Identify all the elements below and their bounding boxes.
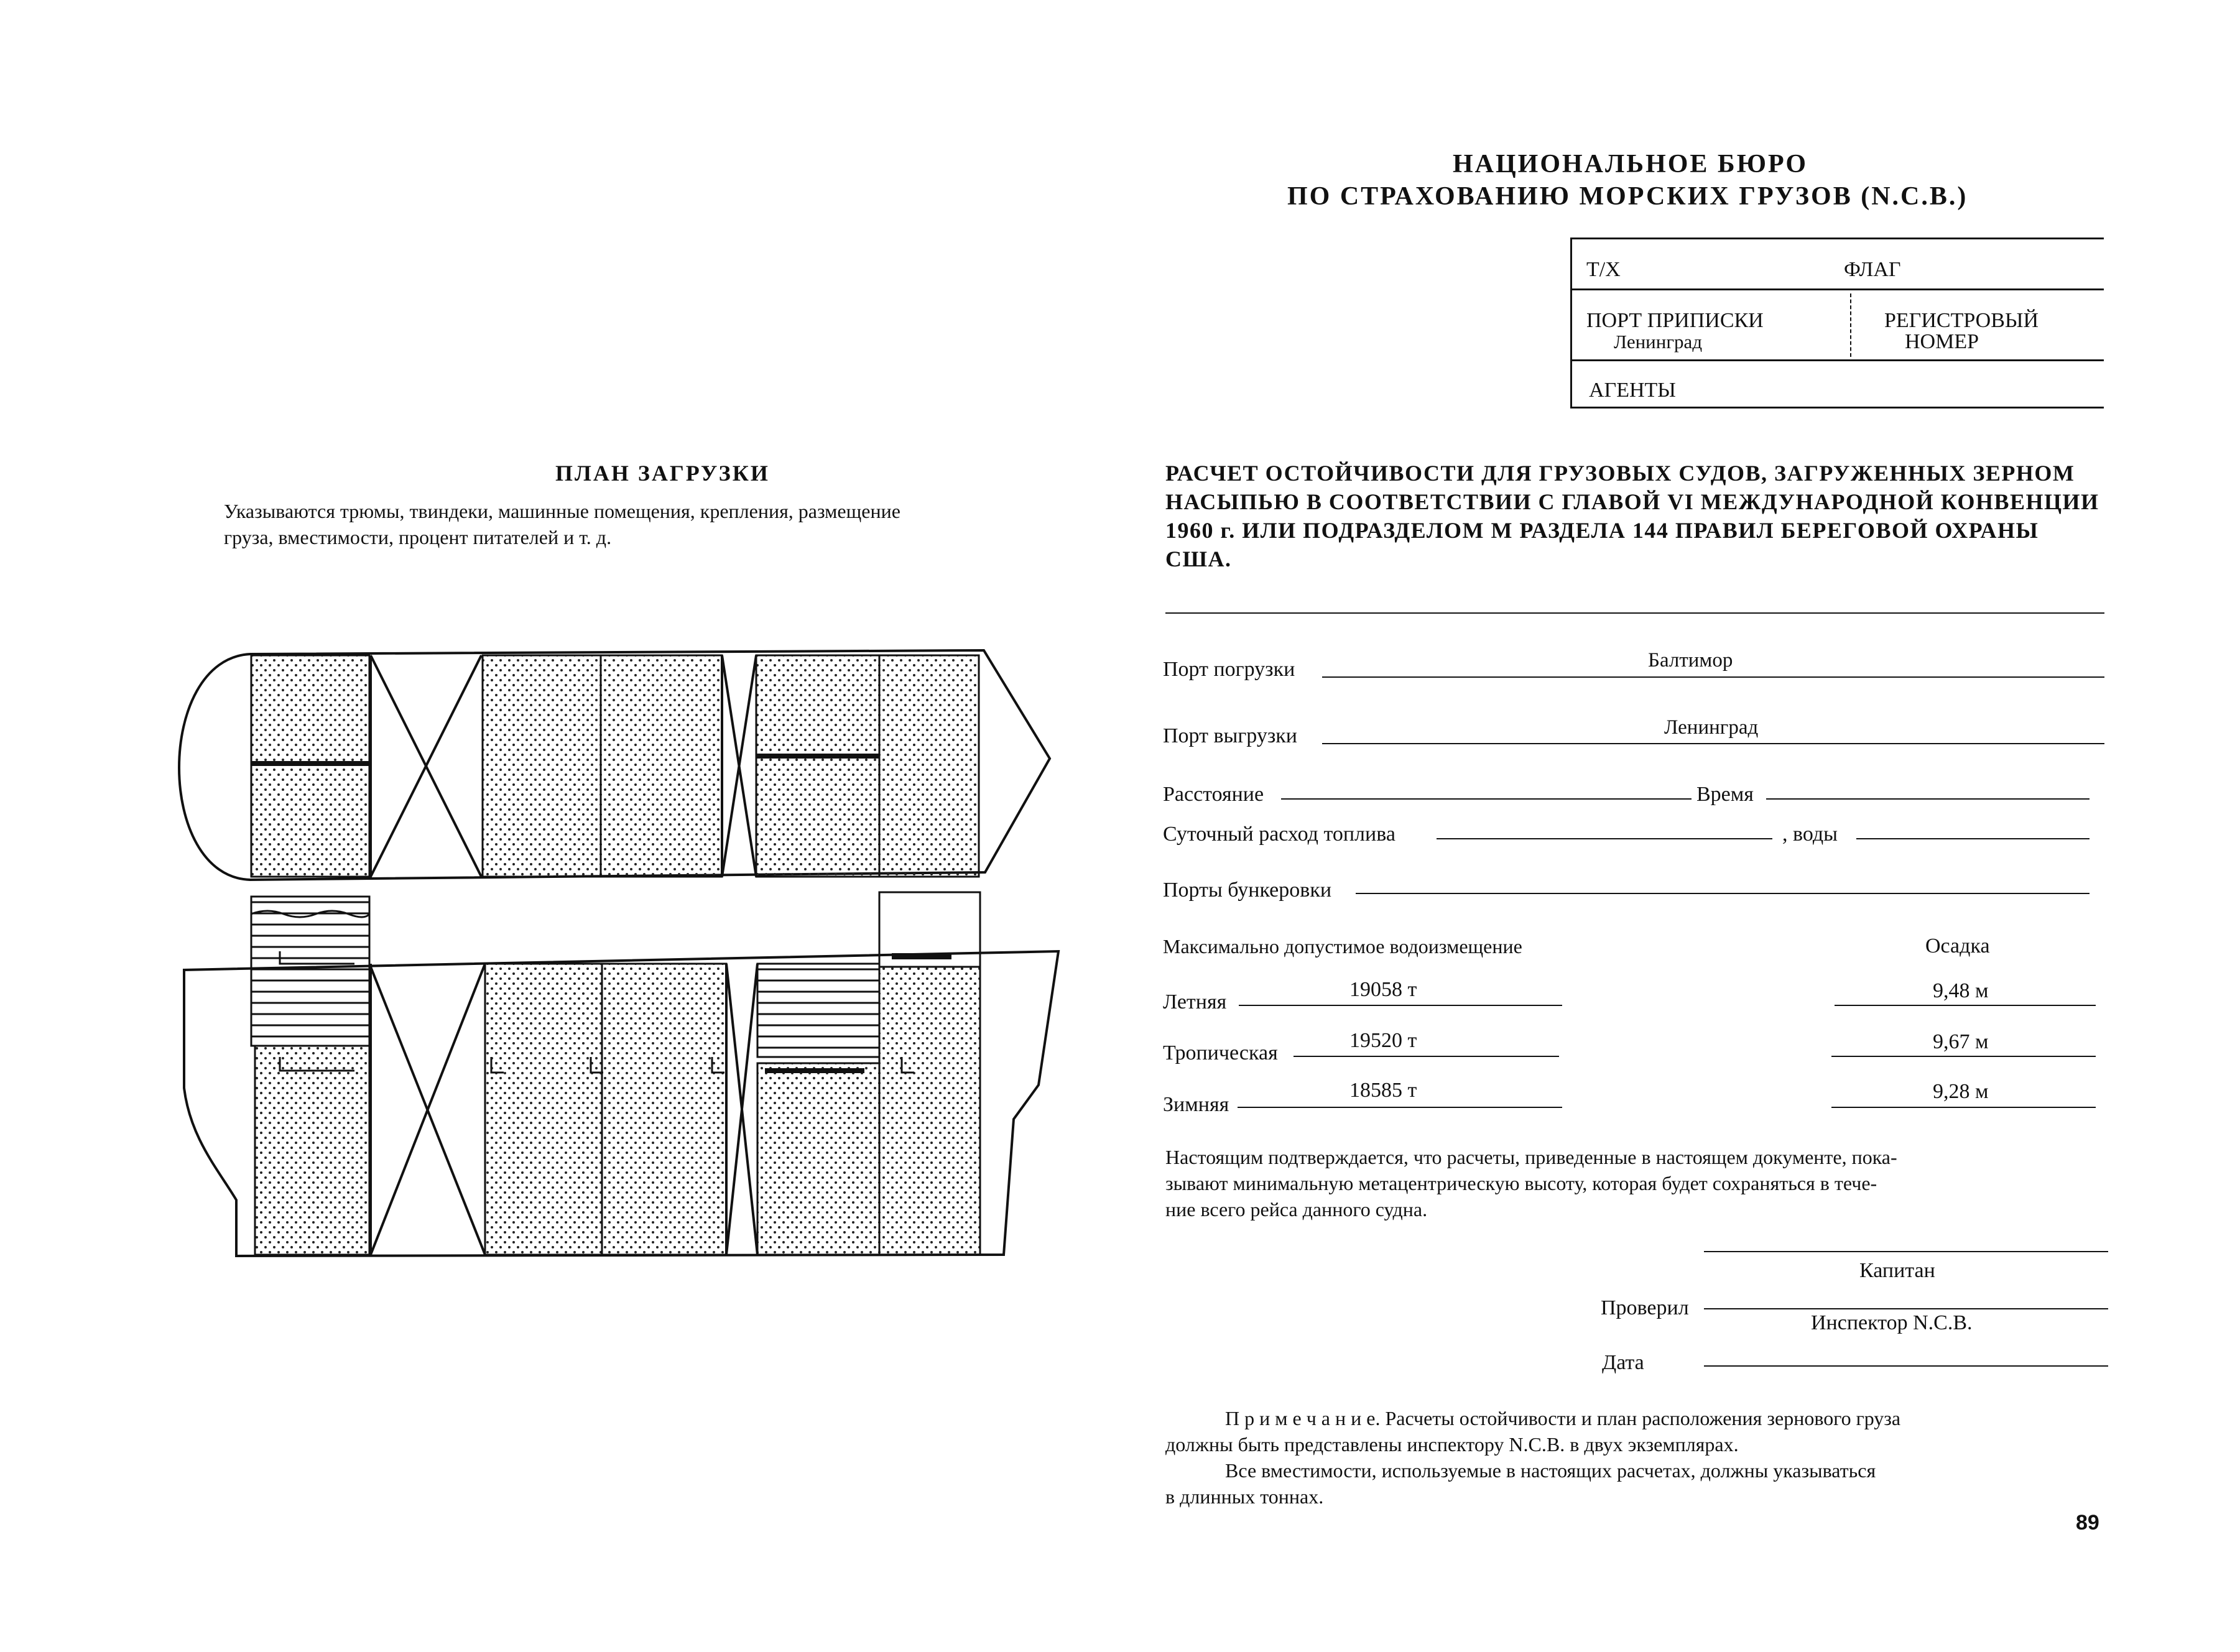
plan-description-line2: груза, вместимости, процент питателей и т. д. — [224, 526, 612, 548]
checked-label: Проверил — [1601, 1296, 1689, 1319]
page-number: 89 — [2076, 1511, 2099, 1534]
note-text-1: Расчеты остойчивости и план расположения зернового груза — [1385, 1407, 1901, 1429]
bunker-ports-label: Порты бункеровки — [1163, 879, 1332, 902]
winter-draft-value: 9,28 м — [1933, 1080, 1989, 1103]
time-field[interactable] — [1766, 798, 2090, 800]
captain-signature-field[interactable] — [1704, 1251, 2108, 1252]
inspector-label: Инспектор N.C.B. — [1811, 1311, 1973, 1334]
bureau-name-line2: ПО СТРАХОВАНИЮ МОРСКИХ ГРУЗОВ (N.C.B.) — [1287, 182, 1968, 211]
calc-title-line3: 1960 г. ИЛИ ПОДРАЗДЕЛОМ M РАЗДЕЛА 144 ПРАВИЛ БЕРЕГОВОЙ ОХРАНЫ — [1165, 518, 2039, 543]
water-field[interactable] — [1856, 838, 2090, 839]
note-line1 — [1165, 1405, 2106, 1431]
captain-label: Капитан — [1859, 1259, 1935, 1282]
note-label: П р и м е ч а н и е. — [1225, 1407, 1381, 1429]
unloading-port-value: Ленинград — [1664, 716, 1759, 739]
tropical-draft-field[interactable] — [1831, 1056, 2096, 1057]
winter-label: Зимняя — [1163, 1093, 1229, 1116]
ship-loading-plan-diagram — [168, 628, 1076, 1287]
summer-displacement-field[interactable] — [1239, 1005, 1562, 1006]
bunker-ports-field[interactable] — [1356, 893, 2090, 894]
calc-title-line4: США. — [1165, 547, 1232, 571]
winter-draft-field[interactable] — [1831, 1107, 2096, 1108]
confirmation-line1: Настоящим подтверждается, что расчеты, приведенные в настоящем документе, пока- — [1165, 1146, 1897, 1168]
register-number-label-1: РЕГИСТРОВЫЙ — [1884, 309, 2039, 332]
tropical-label: Тропическая — [1163, 1041, 1278, 1064]
winter-displacement-value: 18585 т — [1349, 1079, 1417, 1102]
summer-draft-field[interactable] — [1835, 1005, 2096, 1006]
note-line4: в длинных тоннах. — [1165, 1485, 1324, 1508]
agents-label: АГЕНТЫ — [1589, 379, 1676, 402]
fuel-consumption-field[interactable] — [1437, 838, 1772, 839]
confirmation-line3: ние всего рейса данного судна. — [1165, 1198, 1428, 1221]
note-line3: Все вместимости, используемые в настоящих расчетах, должны указываться — [1225, 1459, 1876, 1482]
tropical-displacement-field[interactable] — [1294, 1056, 1559, 1057]
ship-top-view — [179, 650, 1050, 880]
distance-field[interactable] — [1281, 798, 1692, 800]
loading-port-label: Порт погрузки — [1163, 658, 1295, 681]
tropical-displacement-value: 19520 т — [1349, 1029, 1417, 1052]
bureau-name-line1: НАЦИОНАЛЬНОЕ БЮРО — [1453, 150, 1808, 178]
unloading-port-label: Порт выгрузки — [1163, 724, 1298, 747]
winter-displacement-field[interactable] — [1238, 1107, 1562, 1108]
loading-port-value: Балтимор — [1648, 649, 1733, 671]
plan-description-line1: Указываются трюмы, твиндеки, машинные помещения, крепления, размещение — [224, 500, 900, 522]
distance-label: Расстояние — [1163, 783, 1264, 806]
ship-info-box — [1570, 238, 2105, 408]
draft-label: Осадка — [1925, 934, 1990, 958]
date-label: Дата — [1602, 1351, 1644, 1374]
tropical-draft-value: 9,67 м — [1933, 1030, 1989, 1053]
summer-displacement-value: 19058 т — [1349, 978, 1417, 1001]
confirmation-line2: зывают минимальную метацентрическую высоту, которая будет сохраняться в тече- — [1165, 1172, 1877, 1194]
max-displacement-label: Максимально допустимое водоизмещение — [1163, 935, 1522, 958]
loading-port-field[interactable] — [1322, 676, 2104, 678]
calc-title-line1: РАСЧЕТ ОСТОЙЧИВОСТИ ДЛЯ ГРУЗОВЫХ СУДОВ, ЗАГРУЖЕННЫХ ЗЕРНОМ — [1165, 461, 2075, 486]
unloading-port-field[interactable] — [1322, 743, 2104, 744]
date-field[interactable] — [1704, 1365, 2108, 1367]
ship-name-label: Т/Х — [1586, 258, 1621, 281]
ship-side-view — [184, 892, 1058, 1256]
note-line2: должны быть представлены инспектору N.C.B. в двух экземплярах. — [1165, 1433, 1739, 1456]
register-number-label-2: НОМЕР — [1905, 330, 1979, 353]
water-label: , воды — [1782, 823, 1838, 846]
home-port-label: ПОРТ ПРИПИСКИ — [1586, 309, 1764, 332]
calc-title-line2: НАСЫПЬЮ В СООТВЕТСТВИИ С ГЛАВОЙ VI МЕЖДУНАРОДНОЙ КОНВЕНЦИИ — [1165, 489, 2099, 514]
plan-title: ПЛАН ЗАГРУЗКИ — [555, 461, 770, 486]
time-label: Время — [1696, 783, 1754, 806]
fuel-consumption-label: Суточный расход топлива — [1163, 823, 1395, 846]
home-port-value: Ленинград — [1614, 331, 1703, 353]
summer-label: Летняя — [1163, 990, 1227, 1013]
summer-draft-value: 9,48 м — [1933, 979, 1989, 1002]
flag-label: ФЛАГ — [1844, 258, 1901, 281]
